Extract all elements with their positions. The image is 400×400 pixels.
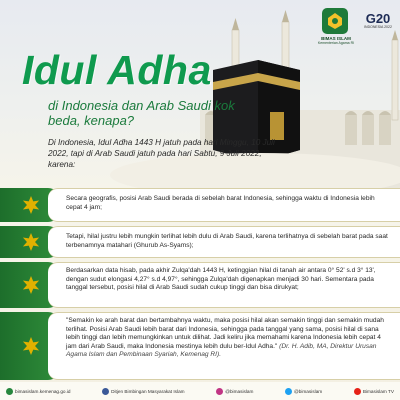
footer-label: @bimasislam <box>294 388 323 394</box>
kemenag-emblem-icon <box>326 12 344 30</box>
page-title: Idul Adha <box>22 47 212 93</box>
footer-item[interactable] <box>102 388 184 395</box>
footer-item[interactable] <box>354 388 394 395</box>
kemenag-logo <box>322 8 348 34</box>
youtube-icon <box>354 388 361 395</box>
point-text <box>66 317 388 360</box>
star-icon <box>22 233 40 251</box>
footer-label: Bimasislam TV <box>362 388 394 394</box>
footer-label: Ditjen Bimbingan Masyarakat Islam <box>111 388 185 394</box>
instagram-icon <box>216 388 223 395</box>
g20-text: G20 <box>365 11 391 26</box>
footer-item[interactable] <box>285 388 322 395</box>
footer-label: @bimasislam <box>225 388 254 394</box>
star-icon <box>22 196 40 214</box>
footer-item[interactable] <box>216 388 253 395</box>
quote-citation: (Dr. H. Adib, MA, Direktur Urusan Agama Islam dan Pembinaan Syariah, Kemenag RI). <box>66 342 377 359</box>
point-text: Secara geografis, posisi Arab Saudi berada di sebelah barat Indonesia, sehingga waktu di Indonesia lebih cepat 4 jam; <box>66 195 375 211</box>
list-item <box>0 312 400 380</box>
list-item <box>0 262 400 308</box>
footer-item[interactable] <box>6 388 71 395</box>
list-item <box>0 188 400 222</box>
g20-subtext: INDONESIA 2022 <box>364 25 392 29</box>
list-item <box>0 226 400 258</box>
star-icon <box>22 276 40 294</box>
footer-label: bimasislam.kemenag.go.id <box>15 388 71 394</box>
page-subtitle: di Indonesia dan Arab Saudi kok beda, kenapa? <box>48 98 235 128</box>
g20-logo <box>362 12 394 29</box>
point-text: Berdasarkan data hisab, pada akhir Zulqa'dah 1443 H, ketinggian hilal di tanah air antara 0° 52' s.d 3° 13', dengan sudut elongasi 4,27° s.d 4,97°, sehingga Zulqa'dah digenapkan menjadi 30 hari. Sementara pada tanggal tersebut, posisi hilal di Arab Saudi sudah cukup tinggi dan bisa dirukyat; <box>66 267 376 292</box>
quote-text: "Semakin ke arah barat dan bertambahnya waktu, maka posisi hilal akan semakin tinggi dan semakin mudah terlihat. Posisi Arab Saudi lebih barat dari Indonesia, sehingga pada tanggal yang sama, posisi hilal di sana lebih tinggi dan lebih memungkinkan untuk dilihat. Jadi keliru jika memahami karena Indonesia lebih cepat 4 jam dari Arab Saudi, maka Indonesia mestinya lebih dulu ber-Idul Adha." <box>66 317 384 350</box>
kemenag-caption: BIMAS ISLAM Kementerian Agama RI <box>317 36 355 45</box>
intro-text: Di Indonesia, Idul Adha 1443 H jatuh pada hari Minggu, 10 Juli 2022, tapi di Arab Saudi jatuh pada hari Sabtu, 9 Juli 2022, karena: <box>48 138 275 169</box>
globe-icon <box>6 388 13 395</box>
facebook-icon <box>102 388 109 395</box>
twitter-icon <box>285 388 292 395</box>
footer-bar <box>0 382 400 400</box>
star-icon <box>22 337 40 355</box>
point-text: Tetapi, hilal justru lebih mungkin terlihat lebih dulu di Arab Saudi, karena terlihatnya di sebelah barat pada saat terbenamnya matahari (Ghurub As-Syams); <box>66 233 388 249</box>
